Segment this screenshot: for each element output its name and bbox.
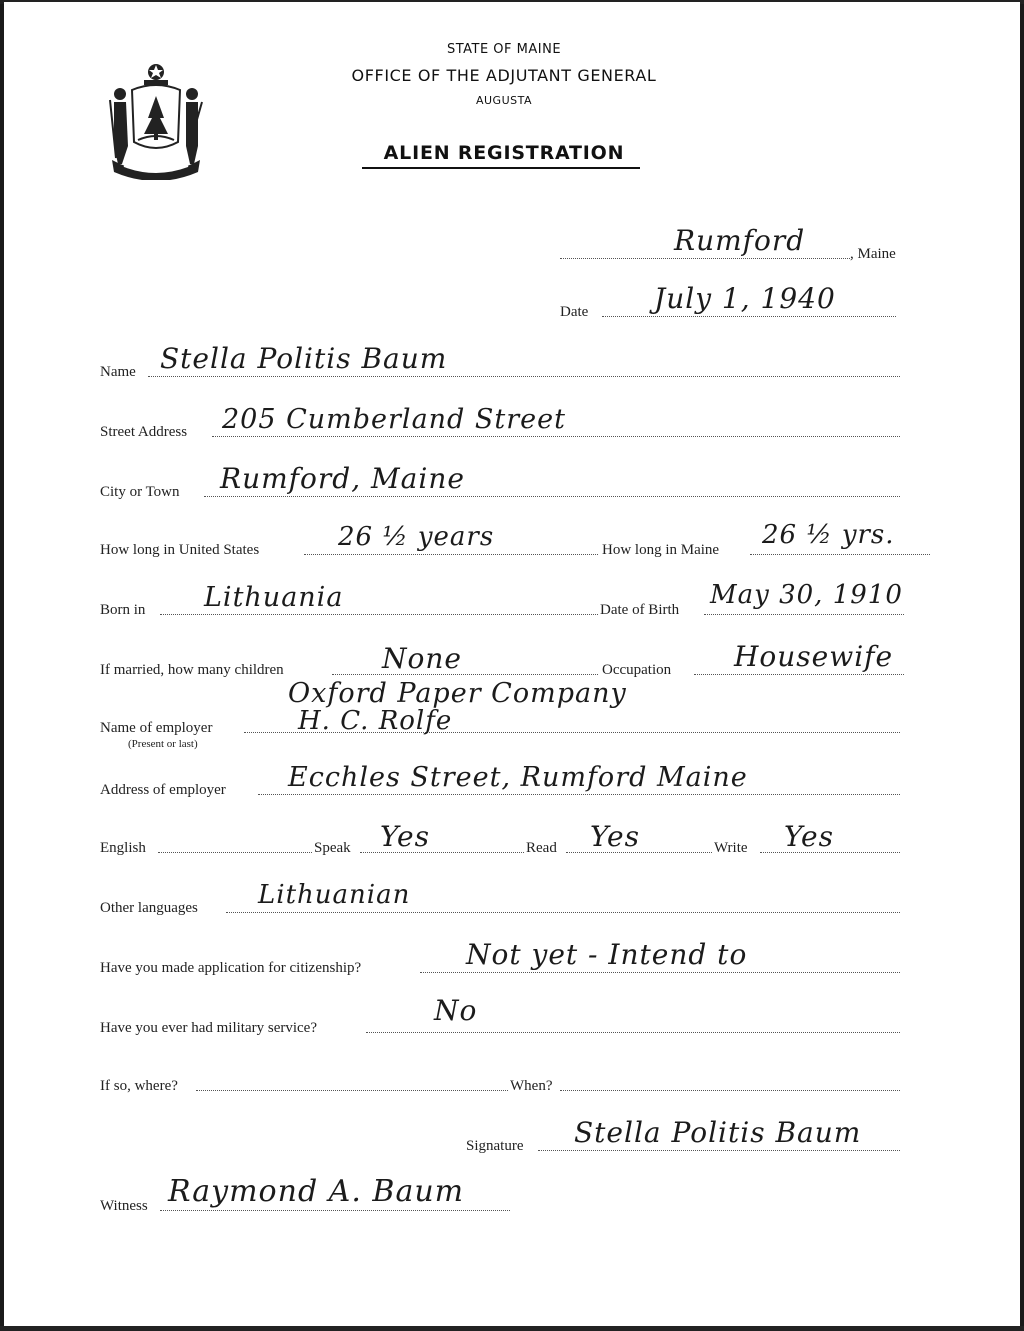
- witness-value: Raymond A. Baum: [168, 1174, 465, 1209]
- header-office: OFFICE OF THE ADJUTANT GENERAL: [351, 66, 657, 85]
- dob-line: [704, 614, 904, 615]
- employer-address-line: [258, 794, 900, 795]
- maine-duration-value: 26 ½ yrs.: [762, 520, 895, 550]
- us-duration-label: How long in United States: [100, 542, 260, 558]
- alien-registration-form: [4, 2, 1020, 1328]
- city-line: [204, 496, 900, 497]
- born-value: Lithuania: [204, 582, 344, 613]
- when-line: [560, 1090, 900, 1091]
- citizenship-line: [420, 972, 900, 973]
- name-label: Name: [100, 364, 136, 380]
- date-line: [602, 316, 896, 317]
- scan-border-bottom: [0, 1326, 1024, 1331]
- citizenship-value: Not yet - Intend to: [466, 938, 748, 971]
- employer-company-value: Oxford Paper Company: [288, 678, 627, 709]
- place-value: Rumford: [674, 224, 806, 257]
- date-value: July 1, 1940: [654, 282, 836, 315]
- employer-label: Name of employer: [100, 720, 213, 736]
- citizenship-label: Have you made application for citizenship?: [100, 960, 362, 976]
- us-duration-value: 26 ½ years: [338, 522, 495, 552]
- place-line: [560, 258, 850, 259]
- children-label: If married, how many children: [100, 662, 284, 678]
- maine-duration-line: [750, 554, 930, 555]
- write-value: Yes: [784, 820, 834, 853]
- occupation-label: Occupation: [602, 662, 672, 678]
- where-label: If so, where?: [100, 1078, 178, 1094]
- dob-value: May 30, 1910: [710, 580, 903, 610]
- english-label: English: [100, 840, 146, 856]
- signature-label: Signature: [466, 1138, 524, 1154]
- children-value: None: [382, 642, 462, 675]
- occupation-line: [694, 674, 904, 675]
- dob-label: Date of Birth: [600, 602, 680, 618]
- languages-label: Other languages: [100, 900, 198, 916]
- english-line: [158, 852, 312, 853]
- born-label: Born in: [100, 602, 146, 618]
- employer-sublabel: (Present or last): [128, 738, 198, 750]
- witness-label: Witness: [100, 1198, 148, 1214]
- speak-label: Speak: [314, 840, 351, 856]
- form-title: ALIEN REGISTRATION: [383, 142, 625, 164]
- header-state: STATE OF MAINE: [446, 42, 562, 57]
- read-value: Yes: [590, 820, 640, 853]
- military-line: [366, 1032, 900, 1033]
- languages-line: [226, 912, 900, 913]
- children-line: [332, 674, 598, 675]
- place-suffix: , Maine: [850, 246, 896, 262]
- employer-value: H. C. Rolfe: [298, 706, 453, 736]
- employer-address-value: Ecchles Street, Rumford Maine: [288, 762, 748, 793]
- military-value: No: [434, 994, 478, 1027]
- when-label: When?: [510, 1078, 553, 1094]
- witness-line: [160, 1210, 510, 1211]
- signature-value: Stella Politis Baum: [574, 1116, 862, 1149]
- military-label: Have you ever had military service?: [100, 1020, 317, 1036]
- read-label: Read: [526, 840, 557, 856]
- speak-value: Yes: [380, 820, 430, 853]
- languages-value: Lithuanian: [258, 880, 411, 910]
- date-label: Date: [560, 304, 589, 320]
- name-line: [148, 376, 900, 377]
- where-line: [196, 1090, 508, 1091]
- maine-duration-label: How long in Maine: [602, 542, 720, 558]
- write-label: Write: [714, 840, 748, 856]
- us-duration-line: [304, 554, 598, 555]
- city-value: Rumford, Maine: [220, 462, 465, 495]
- occupation-value: Housewife: [734, 640, 894, 673]
- title-underline: [362, 167, 640, 169]
- street-line: [212, 436, 900, 437]
- name-value: Stella Politis Baum: [160, 342, 448, 375]
- street-value: 205 Cumberland Street: [222, 404, 566, 435]
- city-label: City or Town: [100, 484, 180, 500]
- born-line: [160, 614, 598, 615]
- street-label: Street Address: [100, 424, 188, 440]
- employer-address-label: Address of employer: [100, 782, 226, 798]
- signature-line: [538, 1150, 900, 1151]
- maine-seal-icon: [104, 60, 208, 180]
- header-city: AUGUSTA: [475, 94, 533, 107]
